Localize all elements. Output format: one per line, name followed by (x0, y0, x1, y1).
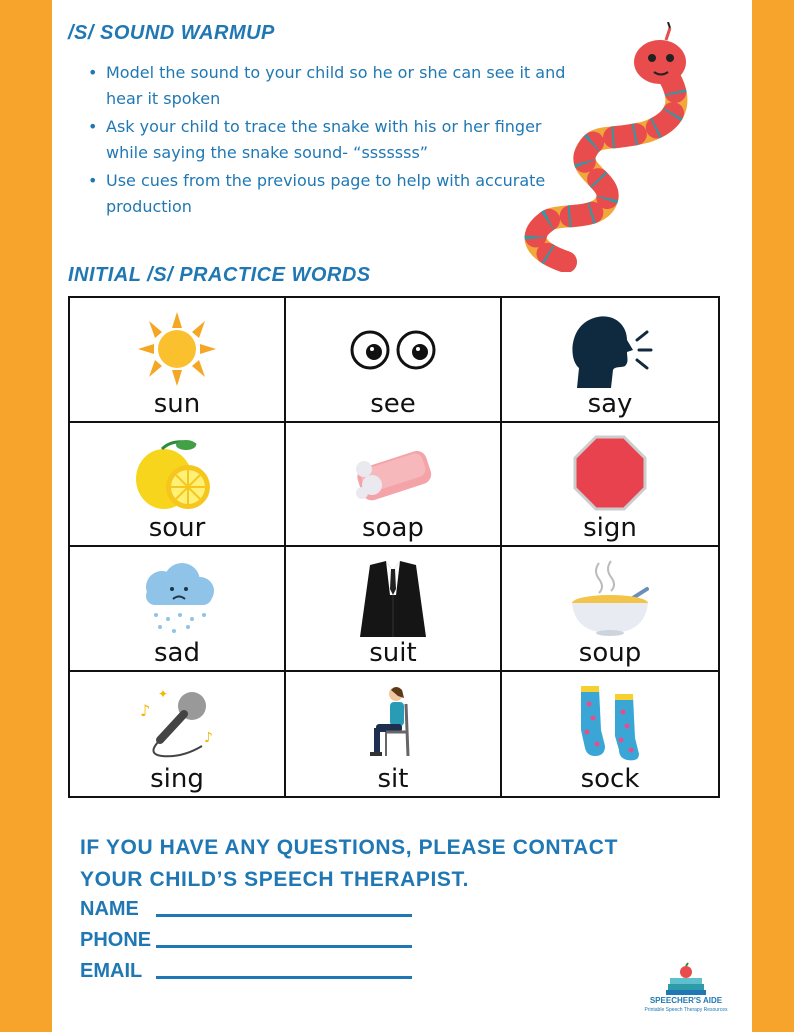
practice-title: INITIAL /S/ PRACTICE WORDS (68, 264, 371, 286)
phone-label: PHONE (80, 929, 152, 951)
logo-tagline: Printable Speech Therapy Resources (644, 1007, 728, 1013)
word-label: sign (583, 513, 637, 543)
eyes-icon (348, 310, 438, 388)
suit-icon (348, 559, 438, 637)
svg-text:♪: ♪ (140, 700, 151, 720)
warmup-title: /S/ SOUND WARMUP (68, 22, 275, 44)
stop-sign-icon (565, 435, 655, 513)
sun-icon (132, 310, 222, 388)
phone-line[interactable] (156, 945, 412, 948)
word-label: soup (578, 637, 642, 668)
word-card-soap (286, 423, 502, 548)
word-card-sock (502, 672, 718, 797)
word-card-soup (502, 547, 718, 672)
soup-bowl-icon (565, 559, 655, 637)
word-label: sock (580, 764, 640, 794)
microphone-icon (132, 684, 222, 762)
word-label: see (370, 388, 416, 419)
word-card-sad (70, 547, 286, 672)
word-card-sign (502, 423, 718, 548)
speechers-aide-logo (644, 962, 728, 1022)
worksheet-page (52, 0, 752, 1032)
word-label: sing (150, 764, 204, 794)
word-card-say (502, 298, 718, 423)
soap-icon (348, 435, 438, 513)
name-line[interactable] (156, 914, 412, 917)
word-card-suit (286, 547, 502, 672)
word-card-sour (70, 423, 286, 548)
word-card-sit (286, 672, 502, 797)
word-card-sing (70, 672, 286, 797)
logo-name: SPEECHER'S AIDE (649, 996, 723, 1005)
sad-cloud-icon (132, 559, 222, 637)
word-label: say (587, 388, 633, 419)
word-label: sour (148, 513, 206, 543)
word-label: suit (369, 637, 417, 668)
contact-message: IF YOU HAVE ANY QUESTIONS, PLEASE CONTACT YOUR CHILD’S SPEECH THERAPIST. (80, 836, 618, 891)
word-card-sun (70, 298, 286, 423)
svg-text:✦: ✦ (158, 686, 169, 701)
books-apple-icon (644, 962, 728, 996)
sitting-person-icon (348, 684, 438, 762)
speaking-head-icon (565, 310, 655, 388)
instruction-item: • Use cues from the previous page to help with accurate production (88, 168, 588, 220)
snake-icon (496, 22, 736, 272)
lemon-icon (132, 435, 222, 513)
word-label: sun (153, 388, 201, 419)
name-label: NAME (80, 898, 139, 920)
email-line[interactable] (156, 976, 412, 979)
word-label: soap (362, 513, 424, 543)
svg-text:♪: ♪ (204, 729, 213, 746)
email-label: EMAIL (80, 960, 143, 982)
word-card-see (286, 298, 502, 423)
instruction-item: • Model the sound to your child so he or she can see it and hear it spoken (88, 60, 588, 112)
practice-word-grid (68, 296, 720, 798)
word-label: sit (377, 764, 409, 794)
instruction-item: • Ask your child to trace the snake with his or her finger while saying the snake sound- “sssssss” (88, 114, 588, 166)
word-label: sad (154, 637, 200, 668)
socks-icon (565, 684, 655, 762)
